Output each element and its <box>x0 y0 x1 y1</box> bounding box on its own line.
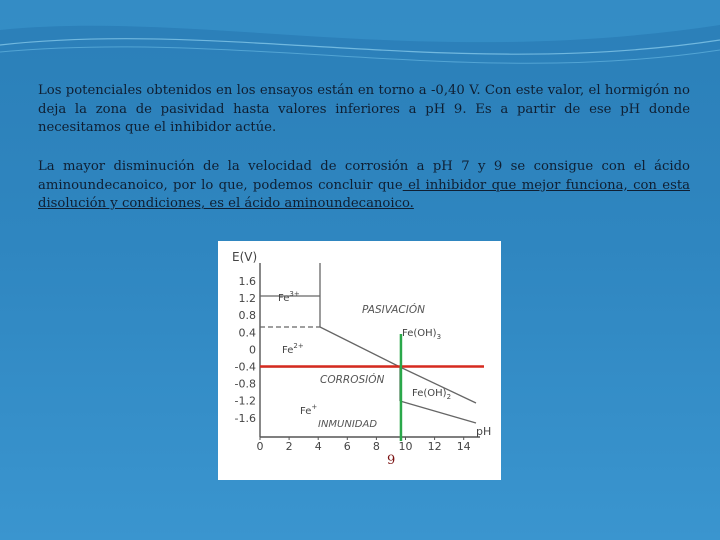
y-axis-label: E(V) <box>232 250 258 264</box>
x-tick-label: 4 <box>314 440 322 453</box>
feoh2-boundary-lower <box>400 401 476 423</box>
passivation-label: PASIVACIÓN <box>362 304 425 316</box>
header-swoosh <box>0 0 720 80</box>
fe2-feoh3-boundary <box>320 327 400 367</box>
pourbaix-svg <box>218 241 501 480</box>
immunity-label: INMUNIDAD <box>318 419 378 430</box>
feoh3-label: $Fe(OH)_3$ <box>402 328 442 341</box>
feoh2-label: $Fe(OH)_2$ <box>412 388 452 401</box>
y-tick-label: 1.2 <box>238 292 256 306</box>
y-tick-label: -0.8 <box>234 377 256 391</box>
x-tick-label: 6 <box>343 440 351 453</box>
x-tick-label: 8 <box>372 440 380 453</box>
y-tick-label: -0.4 <box>234 360 256 374</box>
pourbaix-diagram <box>218 241 501 480</box>
fe-label: Fe+ <box>300 403 318 417</box>
y-tick-label: 1.6 <box>238 275 256 288</box>
x-tick-labels <box>257 437 471 453</box>
y-tick-label: 0.4 <box>238 326 256 340</box>
x-tick-label: 12 <box>427 440 442 453</box>
x-tick-label: 10 <box>398 440 413 453</box>
y-tick-labels <box>235 275 256 425</box>
y-tick-label: 0 <box>249 343 256 357</box>
fe2-label: $Fe^{2+}$ <box>282 342 304 356</box>
y-tick-label: -1.2 <box>234 394 256 408</box>
x-tick-label: 2 <box>285 440 293 453</box>
fe3-label: $Fe^{3+}$ <box>278 290 300 304</box>
ph-marker-label: 9 <box>386 453 396 468</box>
paragraph-potentials: Los potenciales obtenidos en los ensayos están en torno a -0,40 V. Con este valor, el hormigón no deja la zona de pasividad hasta valores inferiores a pH 9. Es a partir de ese pH donde necesitamos que el inhibidor actúe. <box>38 83 690 136</box>
x-axis-label: pH <box>476 425 492 438</box>
paragraph-conclusion <box>38 158 690 214</box>
corrosion-label: CORROSIÓN <box>320 374 385 386</box>
x-tick-label: 0 <box>256 440 264 453</box>
y-tick-label: 0.8 <box>238 309 256 323</box>
x-tick-label: 14 <box>456 440 471 453</box>
conclusion-underlined: el inhibidor que mejor funciona, con esta disolución y condiciones, es el ácido aminoundecanoico. <box>38 177 690 212</box>
conclusion-text: La mayor disminución de la velocidad de corrosión a pH 7 y 9 se consigue con el ácido aminoundecanoico, por lo que, podemos concluir que <box>38 159 690 193</box>
y-tick-label: -1.6 <box>234 411 256 425</box>
